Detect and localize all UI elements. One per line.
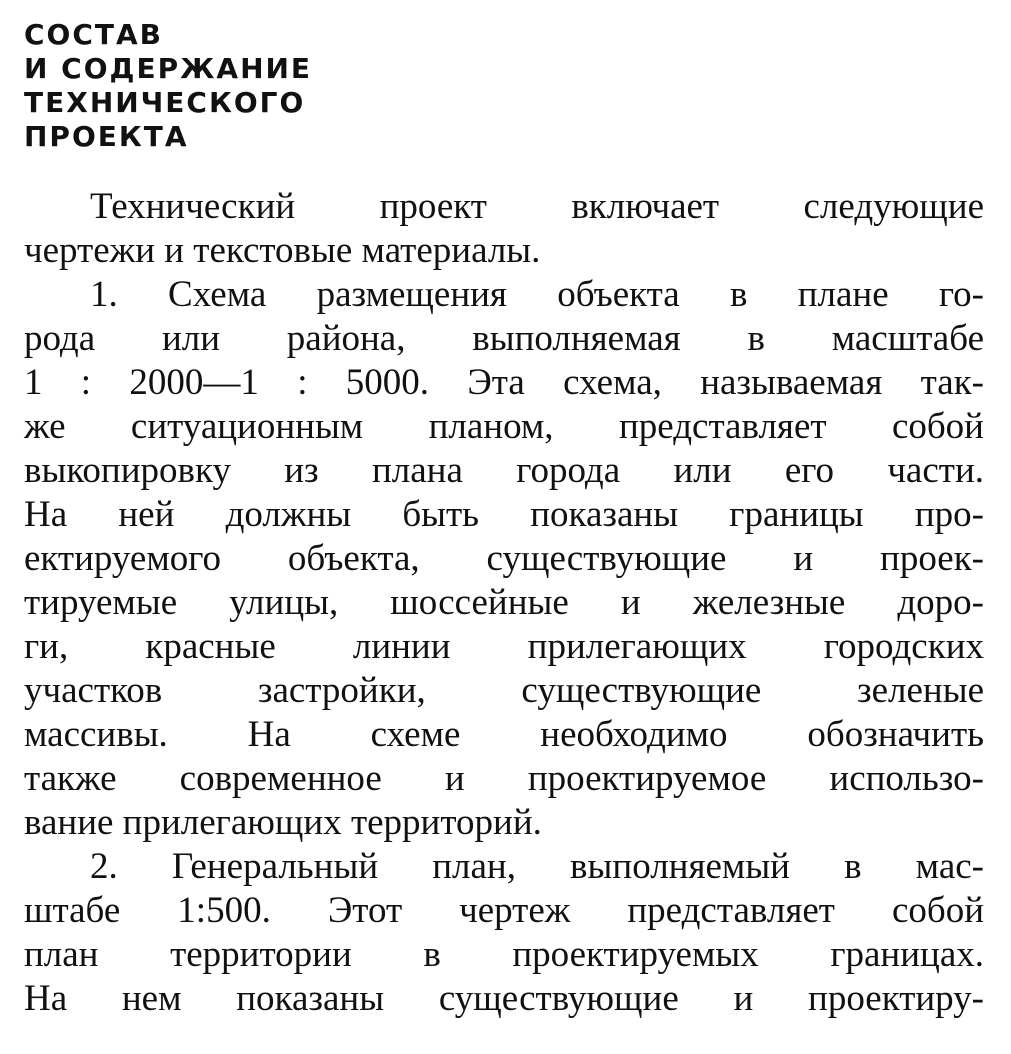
text-line: план территории в проектируемых границах. <box>24 934 984 975</box>
heading-line: И СОДЕРЖАНИЕ <box>24 52 313 85</box>
text-line: На ней должны быть показаны границы про- <box>24 494 984 535</box>
text-line: же ситуационным планом, представляет собой <box>24 406 984 447</box>
text-line: штабе 1:500. Этот чертеж представляет собой <box>24 890 984 931</box>
section-heading <box>24 18 312 154</box>
text-line: ектируемого объекта, существующие и проек- <box>24 538 984 579</box>
text-line: На нем показаны существующие и проектиру- <box>24 978 984 1019</box>
heading-line: ПРОЕКТА <box>24 120 189 153</box>
body-text <box>24 185 984 1021</box>
heading-line: ТЕХНИЧЕСКОГО <box>24 86 306 119</box>
text-line: рода или района, выполняемая в масштабе <box>24 318 984 359</box>
text-line: выкопировку из плана города или его части. <box>24 450 984 491</box>
text-line: 1. Схема размещения объекта в плане го- <box>90 274 984 315</box>
text-line: тируемые улицы, шоссейные и железные доро- <box>24 582 984 623</box>
text-line: ги, красные линии прилегающих городских <box>24 626 984 667</box>
heading-line: СОСТАВ <box>24 18 164 51</box>
text-line: также современное и проектируемое использо- <box>24 758 984 799</box>
text-line: массивы. На схеме необходимо обозначить <box>24 714 984 755</box>
text-line: участков застройки, существующие зеленые <box>24 670 984 711</box>
text-line: чертежи и текстовые материалы. <box>24 230 541 271</box>
text-line: 2. Генеральный план, выполняемый в мас- <box>90 846 984 887</box>
text-line: вание прилегающих территорий. <box>24 802 542 843</box>
text-line: 1 : 2000—1 : 5000. Эта схема, называемая так- <box>24 362 984 403</box>
text-line: Технический проект включает следующие <box>90 186 984 227</box>
